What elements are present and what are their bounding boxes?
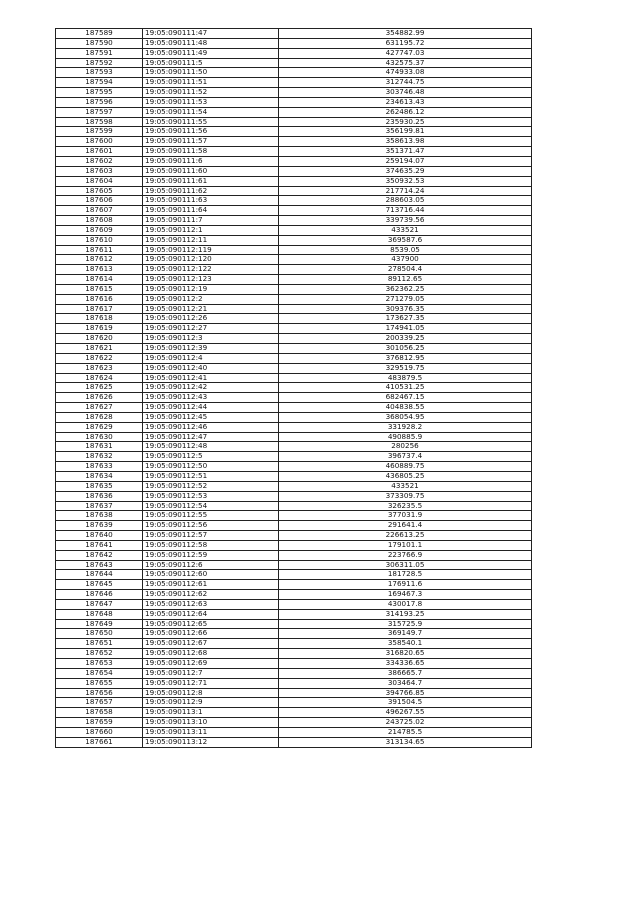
cadastral-number-cell: 19:05:090112:66 (143, 629, 279, 639)
cadastral-number-cell: 19:05:090112:123 (143, 275, 279, 285)
table-row (56, 629, 532, 639)
row-number-cell: 187647 (56, 599, 143, 609)
table-row (56, 491, 532, 501)
cadastral-number-cell: 19:05:090112:56 (143, 521, 279, 531)
row-number-cell: 187652 (56, 649, 143, 659)
cadastral-number-cell: 19:05:090113:1 (143, 708, 279, 718)
row-number-cell: 187628 (56, 412, 143, 422)
cadastral-number-cell: 19:05:090112:50 (143, 462, 279, 472)
cadastral-number-cell: 19:05:090111:60 (143, 166, 279, 176)
cadastral-number-cell: 19:05:090112:2 (143, 294, 279, 304)
table-row (56, 275, 532, 285)
cadastral-number-cell: 19:05:090111:5 (143, 58, 279, 68)
cadastral-number-cell: 19:05:090112:122 (143, 265, 279, 275)
row-number-cell: 187650 (56, 629, 143, 639)
row-number-cell: 187637 (56, 501, 143, 511)
cadastral-number-cell: 19:05:090112:64 (143, 609, 279, 619)
cadastral-number-cell: 19:05:090112:27 (143, 324, 279, 334)
cadastral-value-cell: 217714.24 (279, 186, 532, 196)
cadastral-value-cell: 226613.25 (279, 531, 532, 541)
table-row (56, 265, 532, 275)
row-number-cell: 187591 (56, 48, 143, 58)
row-number-cell: 187656 (56, 688, 143, 698)
row-number-cell: 187634 (56, 471, 143, 481)
cadastral-number-cell: 19:05:090112:60 (143, 570, 279, 580)
cadastral-value-cell: 234613.43 (279, 97, 532, 107)
cadastral-number-cell: 19:05:090112:65 (143, 619, 279, 629)
row-number-cell: 187610 (56, 235, 143, 245)
cadastral-number-cell: 19:05:090112:40 (143, 363, 279, 373)
row-number-cell: 187611 (56, 245, 143, 255)
row-number-cell: 187649 (56, 619, 143, 629)
cadastral-value-cell: 306311.05 (279, 560, 532, 570)
table-row (56, 452, 532, 462)
table-row (56, 639, 532, 649)
cadastral-value-cell: 8539.05 (279, 245, 532, 255)
cadastral-value-cell: 179101.1 (279, 540, 532, 550)
cadastral-number-cell: 19:05:090112:62 (143, 590, 279, 600)
table-row (56, 442, 532, 452)
row-number-cell: 187615 (56, 284, 143, 294)
cadastral-value-cell: 181728.5 (279, 570, 532, 580)
table-row (56, 590, 532, 600)
table-row (56, 649, 532, 659)
cadastral-number-cell: 19:05:090112:68 (143, 649, 279, 659)
cadastral-value-cell: 351371.47 (279, 147, 532, 157)
row-number-cell: 187638 (56, 511, 143, 521)
row-number-cell: 187618 (56, 314, 143, 324)
table-row (56, 353, 532, 363)
row-number-cell: 187648 (56, 609, 143, 619)
row-number-cell: 187630 (56, 432, 143, 442)
table-row (56, 659, 532, 669)
table-row (56, 560, 532, 570)
table-row (56, 501, 532, 511)
table-row (56, 97, 532, 107)
table-row (56, 29, 532, 39)
cadastral-value-cell: 291641.4 (279, 521, 532, 531)
cadastral-number-cell: 19:05:090112:45 (143, 412, 279, 422)
cadastral-value-cell: 433521 (279, 481, 532, 491)
cadastral-value-cell: 391504.5 (279, 698, 532, 708)
table-row (56, 540, 532, 550)
table-row (56, 334, 532, 344)
cadastral-value-cell: 278504.4 (279, 265, 532, 275)
cadastral-value-table (55, 28, 532, 748)
cadastral-number-cell: 19:05:090112:52 (143, 481, 279, 491)
row-number-cell: 187597 (56, 107, 143, 117)
cadastral-value-cell: 316820.65 (279, 649, 532, 659)
cadastral-value-cell: 682467.15 (279, 393, 532, 403)
row-number-cell: 187603 (56, 166, 143, 176)
cadastral-value-cell: 329519.75 (279, 363, 532, 373)
cadastral-value-cell: 386665.7 (279, 668, 532, 678)
table-row (56, 531, 532, 541)
row-number-cell: 187593 (56, 68, 143, 78)
row-number-cell: 187636 (56, 491, 143, 501)
table-row (56, 619, 532, 629)
table-row (56, 708, 532, 718)
row-number-cell: 187655 (56, 678, 143, 688)
cadastral-number-cell: 19:05:090112:55 (143, 511, 279, 521)
cadastral-number-cell: 19:05:090112:58 (143, 540, 279, 550)
row-number-cell: 187642 (56, 550, 143, 560)
cadastral-number-cell: 19:05:090112:119 (143, 245, 279, 255)
row-number-cell: 187594 (56, 78, 143, 88)
cadastral-number-cell: 19:05:090111:64 (143, 206, 279, 216)
cadastral-number-cell: 19:05:090111:62 (143, 186, 279, 196)
cadastral-number-cell: 19:05:090111:55 (143, 117, 279, 127)
cadastral-value-cell: 176911.6 (279, 580, 532, 590)
table-row (56, 68, 532, 78)
table-row (56, 314, 532, 324)
cadastral-number-cell: 19:05:090112:53 (143, 491, 279, 501)
cadastral-number-cell: 19:05:090112:47 (143, 432, 279, 442)
row-number-cell: 187646 (56, 590, 143, 600)
cadastral-number-cell: 19:05:090113:10 (143, 718, 279, 728)
cadastral-number-cell: 19:05:090112:26 (143, 314, 279, 324)
table-row (56, 688, 532, 698)
cadastral-value-cell: 243725.02 (279, 718, 532, 728)
cadastral-number-cell: 19:05:090111:58 (143, 147, 279, 157)
cadastral-number-cell: 19:05:090112:1 (143, 225, 279, 235)
row-number-cell: 187602 (56, 156, 143, 166)
row-number-cell: 187633 (56, 462, 143, 472)
row-number-cell: 187600 (56, 137, 143, 147)
cadastral-number-cell: 19:05:090112:46 (143, 422, 279, 432)
cadastral-value-cell: 314193.25 (279, 609, 532, 619)
table-row (56, 245, 532, 255)
table-row (56, 580, 532, 590)
table-row (56, 117, 532, 127)
cadastral-value-cell: 223766.9 (279, 550, 532, 560)
cadastral-value-cell: 373309.75 (279, 491, 532, 501)
cadastral-value-cell: 358613.98 (279, 137, 532, 147)
row-number-cell: 187589 (56, 29, 143, 39)
row-number-cell: 187654 (56, 668, 143, 678)
cadastral-value-cell: 309376.35 (279, 304, 532, 314)
cadastral-number-cell: 19:05:090112:43 (143, 393, 279, 403)
cadastral-number-cell: 19:05:090112:41 (143, 373, 279, 383)
table-row (56, 678, 532, 688)
table-row (56, 235, 532, 245)
cadastral-number-cell: 19:05:090112:71 (143, 678, 279, 688)
table-row (56, 294, 532, 304)
row-number-cell: 187601 (56, 147, 143, 157)
table-row (56, 668, 532, 678)
cadastral-value-cell: 173627.35 (279, 314, 532, 324)
row-number-cell: 187639 (56, 521, 143, 531)
cadastral-number-cell: 19:05:090112:42 (143, 383, 279, 393)
row-number-cell: 187623 (56, 363, 143, 373)
table-row (56, 462, 532, 472)
row-number-cell: 187616 (56, 294, 143, 304)
table-row (56, 156, 532, 166)
table-row (56, 88, 532, 98)
row-number-cell: 187607 (56, 206, 143, 216)
table-row (56, 550, 532, 560)
row-number-cell: 187604 (56, 176, 143, 186)
row-number-cell: 187599 (56, 127, 143, 137)
cadastral-number-cell: 19:05:090112:5 (143, 452, 279, 462)
cadastral-number-cell: 19:05:090112:67 (143, 639, 279, 649)
cadastral-number-cell: 19:05:090112:21 (143, 304, 279, 314)
table-row (56, 344, 532, 354)
cadastral-value-cell: 271279.05 (279, 294, 532, 304)
cadastral-value-cell: 437900 (279, 255, 532, 265)
cadastral-value-cell: 369587.6 (279, 235, 532, 245)
row-number-cell: 187640 (56, 531, 143, 541)
table-row (56, 58, 532, 68)
cadastral-number-cell: 19:05:090111:54 (143, 107, 279, 117)
cadastral-number-cell: 19:05:090111:63 (143, 196, 279, 206)
cadastral-number-cell: 19:05:090112:8 (143, 688, 279, 698)
cadastral-value-cell: 394766.85 (279, 688, 532, 698)
row-number-cell: 187606 (56, 196, 143, 206)
row-number-cell: 187627 (56, 403, 143, 413)
row-number-cell: 187598 (56, 117, 143, 127)
cadastral-value-cell: 331928.2 (279, 422, 532, 432)
table-row (56, 176, 532, 186)
cadastral-value-cell: 315725.9 (279, 619, 532, 629)
cadastral-number-cell: 19:05:090112:11 (143, 235, 279, 245)
row-number-cell: 187657 (56, 698, 143, 708)
table-row (56, 570, 532, 580)
row-number-cell: 187653 (56, 659, 143, 669)
table-row (56, 206, 532, 216)
cadastral-value-cell: 339739.56 (279, 216, 532, 226)
cadastral-number-cell: 19:05:090112:7 (143, 668, 279, 678)
cadastral-value-cell: 377031.9 (279, 511, 532, 521)
table-row (56, 718, 532, 728)
row-number-cell: 187645 (56, 580, 143, 590)
cadastral-value-cell: 430017.8 (279, 599, 532, 609)
row-number-cell: 187644 (56, 570, 143, 580)
table-row (56, 324, 532, 334)
cadastral-value-cell: 713716.44 (279, 206, 532, 216)
row-number-cell: 187624 (56, 373, 143, 383)
table-row (56, 599, 532, 609)
table-row (56, 107, 532, 117)
row-number-cell: 187621 (56, 344, 143, 354)
table-row (56, 78, 532, 88)
table-row (56, 186, 532, 196)
row-number-cell: 187651 (56, 639, 143, 649)
cadastral-value-cell: 326235.5 (279, 501, 532, 511)
row-number-cell: 187609 (56, 225, 143, 235)
table-row (56, 698, 532, 708)
row-number-cell: 187625 (56, 383, 143, 393)
cadastral-value-cell: 89112.65 (279, 275, 532, 285)
row-number-cell: 187612 (56, 255, 143, 265)
cadastral-value-cell: 350932.53 (279, 176, 532, 186)
cadastral-value-cell: 174941.05 (279, 324, 532, 334)
cadastral-number-cell: 19:05:090112:44 (143, 403, 279, 413)
table-row (56, 216, 532, 226)
row-number-cell: 187620 (56, 334, 143, 344)
cadastral-number-cell: 19:05:090111:51 (143, 78, 279, 88)
table-row (56, 48, 532, 58)
table-row (56, 127, 532, 137)
cadastral-value-cell: 301056.25 (279, 344, 532, 354)
row-number-cell: 187643 (56, 560, 143, 570)
row-number-cell: 187659 (56, 718, 143, 728)
table-row (56, 225, 532, 235)
cadastral-value-cell: 259194.07 (279, 156, 532, 166)
table-row (56, 363, 532, 373)
cadastral-value-cell: 169467.3 (279, 590, 532, 600)
cadastral-value-cell: 436805.25 (279, 471, 532, 481)
row-number-cell: 187632 (56, 452, 143, 462)
cadastral-value-cell: 358540.1 (279, 639, 532, 649)
cadastral-number-cell: 19:05:090112:39 (143, 344, 279, 354)
table-row (56, 196, 532, 206)
cadastral-value-cell: 369149.7 (279, 629, 532, 639)
cadastral-value-cell: 235930.25 (279, 117, 532, 127)
cadastral-number-cell: 19:05:090111:47 (143, 29, 279, 39)
cadastral-number-cell: 19:05:090111:56 (143, 127, 279, 137)
row-number-cell: 187608 (56, 216, 143, 226)
cadastral-value-cell: 396737.4 (279, 452, 532, 462)
cadastral-value-cell: 303464.7 (279, 678, 532, 688)
cadastral-number-cell: 19:05:090112:6 (143, 560, 279, 570)
cadastral-number-cell: 19:05:090112:3 (143, 334, 279, 344)
cadastral-number-cell: 19:05:090112:51 (143, 471, 279, 481)
cadastral-number-cell: 19:05:090112:19 (143, 284, 279, 294)
cadastral-value-cell: 427747.03 (279, 48, 532, 58)
table-row (56, 38, 532, 48)
row-number-cell: 187592 (56, 58, 143, 68)
table-row (56, 284, 532, 294)
table-row (56, 609, 532, 619)
cadastral-value-cell: 356199.81 (279, 127, 532, 137)
cadastral-number-cell: 19:05:090112:59 (143, 550, 279, 560)
cadastral-value-cell: 376812.95 (279, 353, 532, 363)
cadastral-value-cell: 483879.5 (279, 373, 532, 383)
table-row (56, 373, 532, 383)
row-number-cell: 187590 (56, 38, 143, 48)
cadastral-value-cell: 432575.37 (279, 58, 532, 68)
cadastral-number-cell: 19:05:090112:57 (143, 531, 279, 541)
table-row (56, 511, 532, 521)
table-row (56, 403, 532, 413)
row-number-cell: 187622 (56, 353, 143, 363)
row-number-cell: 187626 (56, 393, 143, 403)
table-row (56, 737, 532, 747)
row-number-cell: 187605 (56, 186, 143, 196)
cadastral-value-cell: 288603.05 (279, 196, 532, 206)
cadastral-number-cell: 19:05:090112:61 (143, 580, 279, 590)
cadastral-value-cell: 354882.99 (279, 29, 532, 39)
table-row (56, 137, 532, 147)
cadastral-value-cell: 631195.72 (279, 38, 532, 48)
cadastral-number-cell: 19:05:090112:9 (143, 698, 279, 708)
cadastral-value-cell: 368054.95 (279, 412, 532, 422)
cadastral-number-cell: 19:05:090113:12 (143, 737, 279, 747)
row-number-cell: 187631 (56, 442, 143, 452)
table-row (56, 166, 532, 176)
cadastral-value-cell: 374635.29 (279, 166, 532, 176)
table-row (56, 255, 532, 265)
cadastral-number-cell: 19:05:090111:52 (143, 88, 279, 98)
table-row (56, 727, 532, 737)
cadastral-value-cell: 313134.65 (279, 737, 532, 747)
cadastral-number-cell: 19:05:090112:54 (143, 501, 279, 511)
cadastral-value-cell: 474933.08 (279, 68, 532, 78)
row-number-cell: 187613 (56, 265, 143, 275)
cadastral-number-cell: 19:05:090112:69 (143, 659, 279, 669)
table-row (56, 383, 532, 393)
cadastral-number-cell: 19:05:090111:7 (143, 216, 279, 226)
cadastral-value-cell: 262486.12 (279, 107, 532, 117)
row-number-cell: 187660 (56, 727, 143, 737)
table-row (56, 521, 532, 531)
table-body (56, 29, 532, 748)
cadastral-number-cell: 19:05:090112:48 (143, 442, 279, 452)
cadastral-number-cell: 19:05:090111:61 (143, 176, 279, 186)
row-number-cell: 187629 (56, 422, 143, 432)
cadastral-number-cell: 19:05:090112:63 (143, 599, 279, 609)
row-number-cell: 187619 (56, 324, 143, 334)
cadastral-value-cell: 200339.25 (279, 334, 532, 344)
cadastral-number-cell: 19:05:090111:53 (143, 97, 279, 107)
table-row (56, 393, 532, 403)
cadastral-number-cell: 19:05:090112:120 (143, 255, 279, 265)
cadastral-value-cell: 433521 (279, 225, 532, 235)
cadastral-value-cell: 214785.5 (279, 727, 532, 737)
cadastral-value-cell: 490885.9 (279, 432, 532, 442)
row-number-cell: 187614 (56, 275, 143, 285)
row-number-cell: 187658 (56, 708, 143, 718)
table-row (56, 471, 532, 481)
cadastral-value-cell: 312744.75 (279, 78, 532, 88)
cadastral-number-cell: 19:05:090111:48 (143, 38, 279, 48)
cadastral-number-cell: 19:05:090111:57 (143, 137, 279, 147)
cadastral-value-cell: 280256 (279, 442, 532, 452)
table-row (56, 422, 532, 432)
cadastral-value-cell: 362362.25 (279, 284, 532, 294)
row-number-cell: 187617 (56, 304, 143, 314)
cadastral-number-cell: 19:05:090112:4 (143, 353, 279, 363)
row-number-cell: 187595 (56, 88, 143, 98)
cadastral-number-cell: 19:05:090111:49 (143, 48, 279, 58)
cadastral-value-cell: 496267.55 (279, 708, 532, 718)
cadastral-number-cell: 19:05:090113:11 (143, 727, 279, 737)
cadastral-number-cell: 19:05:090111:6 (143, 156, 279, 166)
cadastral-value-cell: 334336.65 (279, 659, 532, 669)
cadastral-number-cell: 19:05:090111:50 (143, 68, 279, 78)
cadastral-value-cell: 410531.25 (279, 383, 532, 393)
table-row (56, 481, 532, 491)
cadastral-value-cell: 404838.55 (279, 403, 532, 413)
row-number-cell: 187635 (56, 481, 143, 491)
table-row (56, 304, 532, 314)
row-number-cell: 187661 (56, 737, 143, 747)
table-row (56, 412, 532, 422)
row-number-cell: 187596 (56, 97, 143, 107)
table-row (56, 147, 532, 157)
cadastral-value-cell: 460889.75 (279, 462, 532, 472)
cadastral-value-cell: 303746.48 (279, 88, 532, 98)
row-number-cell: 187641 (56, 540, 143, 550)
table-row (56, 432, 532, 442)
